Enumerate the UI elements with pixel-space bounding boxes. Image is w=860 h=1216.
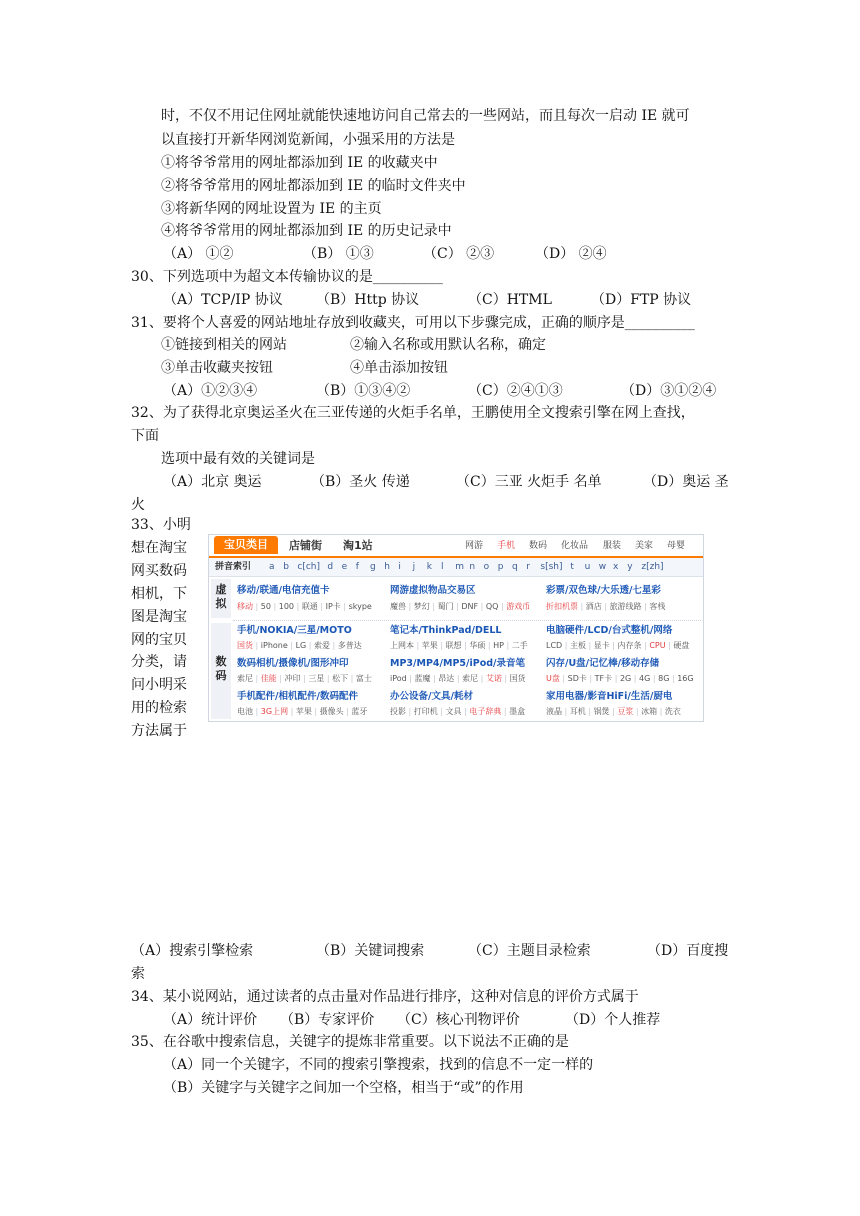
- q33-choice-c: （C）主题目录检索: [468, 943, 591, 959]
- subcategory-link[interactable]: 佳能: [260, 674, 277, 683]
- q32-choice-a: （A）北京 奥运: [163, 474, 262, 490]
- subcategory-link[interactable]: 移动: [237, 602, 253, 611]
- pinyin-letter-link[interactable]: k: [426, 562, 433, 572]
- separator: |: [665, 641, 674, 650]
- category-heading[interactable]: 笔记本/ThinkPad/DELL: [390, 625, 502, 636]
- category-heading[interactable]: 办公设备/文具/耗材: [390, 691, 473, 702]
- subcategory-link[interactable]: 墨盒: [509, 707, 526, 716]
- tab-bar: [209, 535, 703, 558]
- subcategory-link[interactable]: 蓝牙: [351, 707, 368, 716]
- subcategory-link[interactable]: 索爱: [314, 641, 331, 650]
- subcategory-row: [390, 601, 530, 612]
- separator: |: [669, 674, 678, 683]
- subcategory-row: [390, 640, 528, 651]
- separator: |: [253, 602, 261, 611]
- subcategory-link[interactable]: QQ: [485, 602, 499, 611]
- subcategory-link[interactable]: SD卡: [567, 674, 587, 683]
- separator: |: [414, 641, 422, 650]
- separator: |: [559, 674, 568, 683]
- category-heading[interactable]: 移动/联通/电信充值卡: [237, 585, 330, 596]
- separator: |: [311, 707, 320, 716]
- subcategory-link[interactable]: 硬盘: [673, 641, 690, 650]
- pinyin-letter-link[interactable]: s[sh]: [540, 562, 563, 572]
- q31-choice-b: （B）①③④②: [316, 383, 411, 399]
- separator: |: [478, 602, 486, 611]
- separator: |: [437, 707, 446, 716]
- separator: |: [478, 674, 486, 683]
- subcategory-link[interactable]: 投影: [390, 707, 406, 716]
- subcategory-link[interactable]: 梦幻: [413, 602, 430, 611]
- q29-choice-d: （D） ②④: [535, 246, 607, 262]
- pinyin-letter-link[interactable]: o: [483, 562, 490, 572]
- category-link[interactable]: 美家: [635, 541, 654, 551]
- subcategory-link[interactable]: 显卡: [593, 641, 610, 650]
- subcategory-link[interactable]: 文具: [445, 707, 462, 716]
- pinyin-letter-link[interactable]: c[ch]: [297, 562, 321, 572]
- separator: |: [454, 674, 463, 683]
- separator: |: [253, 641, 261, 650]
- separator: |: [324, 674, 333, 683]
- separator: |: [253, 707, 261, 716]
- pinyin-letter-link[interactable]: n: [469, 562, 476, 572]
- subcategory-link[interactable]: CPU: [649, 641, 666, 650]
- subcategory-link[interactable]: U盘: [546, 674, 560, 683]
- q33-side-line: 33、小明: [131, 517, 191, 533]
- pinyin-letter-link[interactable]: g: [370, 562, 376, 572]
- separator: |: [562, 707, 570, 716]
- subcategory-link[interactable]: 电子辞典: [469, 707, 502, 716]
- separator: |: [340, 602, 349, 611]
- subcategory-link[interactable]: 酒店: [585, 602, 602, 611]
- separator: |: [585, 641, 594, 650]
- pinyin-letter-link[interactable]: r: [526, 562, 530, 572]
- category-link[interactable]: 母婴: [667, 541, 686, 551]
- subcategory-link[interactable]: 国货: [509, 674, 526, 683]
- separator: |: [609, 707, 618, 716]
- q29-choice-b: （B） ①③: [303, 246, 374, 262]
- pinyin-letter-link[interactable]: d: [327, 562, 334, 572]
- separator: |: [461, 641, 470, 650]
- digital-label-2: 码: [215, 669, 227, 682]
- tab-shop-street[interactable]: 店铺街: [289, 539, 322, 552]
- subcategory-row: [237, 601, 372, 612]
- q30-choice-a: （A）TCP/IP 协议: [163, 292, 283, 308]
- subcategory-link[interactable]: 液晶: [546, 707, 562, 716]
- subcategory-link[interactable]: 苹果: [421, 641, 438, 650]
- q35-option-b: （B）关键字与关键字之间加一个空格，相当于“或”的作用: [163, 1080, 524, 1096]
- subcategory-link[interactable]: 16G: [677, 674, 694, 683]
- category-heading[interactable]: MP3/MP4/MP5/iPod/录音笔: [390, 658, 526, 669]
- pinyin-letter-link[interactable]: p: [497, 562, 504, 572]
- q32-choice-d: （D）奥运 圣: [643, 474, 729, 490]
- pinyin-index-label: 拼音索引: [215, 562, 252, 572]
- q33-side-line: 方法属于: [131, 723, 187, 739]
- subcategory-link[interactable]: DNF: [461, 602, 479, 611]
- category-heading[interactable]: 网游虚拟物品交易区: [390, 585, 476, 596]
- subcategory-link[interactable]: HP: [493, 641, 504, 650]
- separator: |: [601, 602, 610, 611]
- subcategory-link[interactable]: 魔兽: [390, 602, 406, 611]
- separator: |: [300, 674, 309, 683]
- q31-step-2: ②输入名称或用默认名称，确定: [350, 337, 546, 353]
- q30-stem: 30、下列选项中为超文本传输协议的是__________: [131, 269, 443, 285]
- q34-choice-c: （C）核心刊物评价: [397, 1012, 520, 1028]
- q33-side-line: 想在淘宝: [131, 540, 187, 556]
- separator: |: [657, 707, 665, 716]
- pinyin-letter-link[interactable]: f: [355, 562, 359, 572]
- subcategory-link[interactable]: 旅游线路: [609, 602, 642, 611]
- subcategory-row: [237, 673, 372, 684]
- subcategory-row: [546, 706, 681, 717]
- subcategory-link[interactable]: iPhone: [260, 641, 288, 650]
- subcategory-link[interactable]: iPod: [390, 674, 407, 683]
- separator: |: [612, 674, 620, 683]
- tab-baobei-category[interactable]: 宝贝类目: [214, 536, 278, 554]
- separator: |: [641, 641, 650, 650]
- q31-stem: 31、要将个人喜爱的网站地址存放到收藏夹，可用以下步骤完成，正确的顺序是__________: [131, 315, 695, 331]
- separator: |: [641, 602, 650, 611]
- subcategory-link[interactable]: 冲印: [284, 674, 301, 683]
- subcategory-row: [390, 673, 526, 684]
- pinyin-letter-link[interactable]: m: [455, 562, 464, 572]
- q33-choice-a: （A）搜索引擎检索: [131, 943, 254, 959]
- pinyin-letter-link[interactable]: e: [341, 562, 348, 572]
- subcategory-link[interactable]: 联想: [445, 641, 462, 650]
- separator: |: [276, 674, 285, 683]
- subcategory-link[interactable]: 游戏币: [506, 602, 531, 611]
- q35-stem: 35、在谷歌中搜索信息，关键字的提炼非常重要。以下说法不正确的是: [131, 1034, 569, 1050]
- category-link[interactable]: 化妆品: [561, 541, 589, 551]
- separator: |: [287, 641, 296, 650]
- pinyin-letter-link[interactable]: t: [570, 562, 574, 572]
- pinyin-letter-link[interactable]: q: [512, 562, 518, 572]
- subcategory-link[interactable]: 昂达: [438, 674, 455, 683]
- category-heading[interactable]: 数码相机/摄像机/图形冲印: [237, 658, 349, 669]
- q33-side-line: 问小明采: [131, 677, 187, 693]
- pinyin-index-bar: [209, 558, 703, 577]
- q34-choice-a: （A）统计评价: [163, 1012, 258, 1028]
- digital-band: [211, 623, 231, 719]
- subcategory-link[interactable]: TF卡: [594, 674, 613, 683]
- q29-stem-line2: 以直接打开新华网浏览新闻，小强采用的方法是: [161, 132, 455, 148]
- subcategory-link[interactable]: 锅煲: [593, 707, 610, 716]
- category-link[interactable]: 手机: [497, 541, 516, 551]
- q33-side-line: 网的宝贝: [131, 632, 187, 648]
- subcategory-link[interactable]: 50: [260, 602, 271, 611]
- subcategory-link[interactable]: 100: [278, 602, 295, 611]
- separator: |: [437, 641, 446, 650]
- q32-choice-d-wrap: 火: [131, 497, 145, 513]
- subcategory-link[interactable]: 洗衣: [664, 707, 681, 716]
- subcategory-link[interactable]: 国货: [237, 641, 253, 650]
- category-heading[interactable]: 彩票/双色球/大乐透/七星彩: [546, 585, 661, 596]
- separator: |: [253, 674, 261, 683]
- q33-choice-d-wrap: 索: [131, 966, 145, 982]
- q31-step-3: ③单击收藏夹按钮: [161, 360, 273, 376]
- subcategory-link[interactable]: 电池: [237, 707, 253, 716]
- separator: |: [348, 674, 356, 683]
- q29-option-1: ①将爷爷常用的网址都添加到 IE 的收藏夹中: [161, 155, 438, 171]
- separator: |: [306, 641, 315, 650]
- subcategory-link[interactable]: 艾诺: [485, 674, 502, 683]
- subcategory-link[interactable]: 苹果: [295, 707, 312, 716]
- taobao-category-screenshot: [208, 534, 704, 722]
- separator: |: [317, 602, 326, 611]
- q30-choice-c: （C）HTML: [468, 292, 552, 308]
- pinyin-letter-link[interactable]: w: [598, 562, 607, 572]
- category-heading[interactable]: 手机配件/相机配件/数码配件: [237, 691, 358, 702]
- virtual-band: [211, 579, 231, 618]
- subcategory-link[interactable]: 8G: [658, 674, 670, 683]
- q29-option-2: ②将爷爷常用的网址都添加到 IE 的临时文件夹中: [161, 178, 466, 194]
- q31-choice-d: （D）③①②④: [621, 383, 717, 399]
- subcategory-link[interactable]: 冰箱: [641, 707, 658, 716]
- pinyin-letter-link[interactable]: a: [269, 562, 275, 572]
- subcategory-row: [546, 640, 689, 651]
- separator: |: [650, 674, 659, 683]
- separator: |: [330, 641, 338, 650]
- q31-choice-a: （A）①②③④: [163, 383, 258, 399]
- subcategory-link[interactable]: 富士: [355, 674, 372, 683]
- divider: [233, 620, 701, 621]
- subcategory-link[interactable]: skype: [348, 602, 372, 611]
- subcategory-link[interactable]: IP卡: [325, 602, 341, 611]
- subcategory-row: [237, 640, 362, 651]
- q32-choice-b: （B）圣火 传递: [311, 474, 410, 490]
- q33-side-line: 用的检索: [131, 700, 187, 716]
- separator: |: [294, 602, 302, 611]
- q32-stem-line1: 32、为了获得北京奥运圣火在三亚传递的火炬手名单，王鹏使用全文搜索引擎在网上查找，: [131, 405, 695, 421]
- subcategory-link[interactable]: 摄像头: [319, 707, 344, 716]
- separator: |: [461, 707, 470, 716]
- category-heading[interactable]: 闪存/U盘/记忆棒/移动存储: [546, 658, 660, 669]
- q31-step-4: ④单击添加按钮: [350, 360, 448, 376]
- subcategory-link[interactable]: 索尼: [462, 674, 479, 683]
- q33-side-line: 分类，请: [131, 654, 187, 670]
- subcategory-link[interactable]: LG: [295, 641, 307, 650]
- pinyin-letter-link[interactable]: b: [283, 562, 289, 572]
- separator: |: [485, 641, 494, 650]
- q32-stem-line3: 选项中最有效的关键词是: [161, 451, 315, 467]
- q29-choice-a: （A） ①②: [163, 246, 234, 262]
- subcategory-link[interactable]: 豆浆: [617, 707, 634, 716]
- digital-label-1: 数: [215, 655, 227, 668]
- separator: |: [501, 674, 510, 683]
- separator: |: [406, 674, 415, 683]
- separator: |: [562, 641, 570, 650]
- subcategory-link[interactable]: 蓝魔: [414, 674, 431, 683]
- subcategory-link[interactable]: LCD: [546, 641, 563, 650]
- subcategory-row: [546, 601, 665, 612]
- separator: |: [429, 602, 438, 611]
- category-link[interactable]: 网游: [465, 541, 484, 551]
- separator: |: [631, 674, 640, 683]
- category-heading[interactable]: 电脑硬件/LCD/台式整机/网络: [546, 625, 673, 636]
- separator: |: [406, 707, 414, 716]
- subcategory-link[interactable]: 折扣机票: [546, 602, 578, 611]
- q33-side-line: 相机，下: [131, 586, 187, 602]
- category-link[interactable]: 服装: [603, 541, 622, 551]
- q34-choice-d: （D）个人推荐: [565, 1012, 661, 1028]
- q29-option-3: ③将新华网的网址设置为 IE 的主页: [161, 201, 382, 217]
- category-heading[interactable]: 家用电器/影音HiFi/生活/厨电: [546, 691, 673, 702]
- separator: |: [609, 641, 618, 650]
- q30-choice-b: （B）Http 协议: [316, 292, 420, 308]
- subcategory-link[interactable]: 华硕: [469, 641, 486, 650]
- category-heading[interactable]: 手机/NOKIA/三星/MOTO: [237, 625, 352, 636]
- q34-choice-b: （B）专家评价: [280, 1012, 375, 1028]
- separator: |: [503, 641, 512, 650]
- pinyin-letter-link[interactable]: j: [412, 562, 416, 572]
- subcategory-link[interactable]: 主板: [569, 641, 586, 650]
- q35-option-a: （A）同一个关键字，不同的搜索引擎搜索，找到的信息不一定一样的: [163, 1057, 594, 1073]
- separator: |: [288, 707, 296, 716]
- separator: |: [343, 707, 352, 716]
- q33-side-line: 网买数码: [131, 563, 187, 579]
- q29-option-4: ④将爷爷常用的网址都添加到 IE 的历史记录中: [161, 223, 452, 239]
- pinyin-letter-link[interactable]: z[zh]: [641, 562, 664, 572]
- q34-stem: 34、某小说网站，通过读者的点击量对作品进行排序，这种对信息的评价方式属于: [131, 989, 639, 1005]
- tab-tao1[interactable]: 淘1站: [343, 539, 373, 552]
- virtual-label-2: 拟: [215, 597, 227, 610]
- q29-stem-line1: 时，不仅不用记住网址就能快速地访问自己常去的一些网站，而且每次一启动 IE 就可: [161, 108, 690, 124]
- category-link[interactable]: 数码: [529, 541, 548, 551]
- separator: |: [578, 602, 586, 611]
- subcategory-link[interactable]: 上网本: [390, 641, 414, 650]
- q32-stem-line2: 下面: [131, 428, 159, 444]
- pinyin-letter-link[interactable]: y: [627, 562, 633, 572]
- subcategory-link[interactable]: 耳机: [569, 707, 586, 716]
- subcategory-link[interactable]: 客栈: [649, 602, 666, 611]
- separator: |: [430, 674, 439, 683]
- q33-choice-d: （D）百度搜: [647, 943, 729, 959]
- subcategory-link[interactable]: 打印机: [413, 707, 438, 716]
- q29-choice-c: （C） ②③: [423, 246, 495, 262]
- q31-step-1: ①链接到相关的网站: [161, 337, 287, 353]
- subcategory-link[interactable]: 二手: [511, 641, 528, 650]
- pinyin-letter-link[interactable]: h: [384, 562, 390, 572]
- subcategory-link[interactable]: 松下: [332, 674, 349, 683]
- separator: |: [453, 602, 462, 611]
- subcategory-row: [390, 706, 525, 717]
- separator: |: [586, 674, 595, 683]
- subcategory-link[interactable]: 联通: [301, 602, 318, 611]
- pinyin-letter-link[interactable]: l: [441, 562, 444, 572]
- separator: |: [633, 707, 642, 716]
- subcategory-row: [237, 706, 367, 717]
- q30-choice-d: （D）FTP 协议: [591, 292, 692, 308]
- separator: |: [501, 707, 510, 716]
- subcategory-link[interactable]: 2G: [619, 674, 632, 683]
- q33-choice-b: （B）关键词搜索: [316, 943, 425, 959]
- separator: |: [270, 602, 279, 611]
- q31-choice-c: （C）②④①③: [468, 383, 563, 399]
- pinyin-letter-link[interactable]: x: [613, 562, 619, 572]
- subcategory-link[interactable]: 索尼: [237, 674, 253, 683]
- pinyin-letter-link[interactable]: i: [398, 562, 401, 572]
- pinyin-letter-link[interactable]: u: [584, 562, 591, 572]
- subcategory-link[interactable]: 多普达: [337, 641, 362, 650]
- subcategory-row: [546, 673, 694, 684]
- separator: |: [498, 602, 507, 611]
- subcategory-link[interactable]: 3G上网: [260, 707, 289, 716]
- q32-choice-c: （C）三亚 火炬手 名单: [456, 474, 602, 490]
- subcategory-link[interactable]: 蜀门: [437, 602, 454, 611]
- separator: |: [585, 707, 594, 716]
- subcategory-link[interactable]: 4G: [639, 674, 651, 683]
- subcategory-link[interactable]: 三星: [308, 674, 325, 683]
- virtual-label-1: 虚: [215, 583, 227, 596]
- separator: |: [406, 602, 414, 611]
- q33-side-line: 图是淘宝: [131, 609, 187, 625]
- subcategory-link[interactable]: 内存条: [617, 641, 642, 650]
